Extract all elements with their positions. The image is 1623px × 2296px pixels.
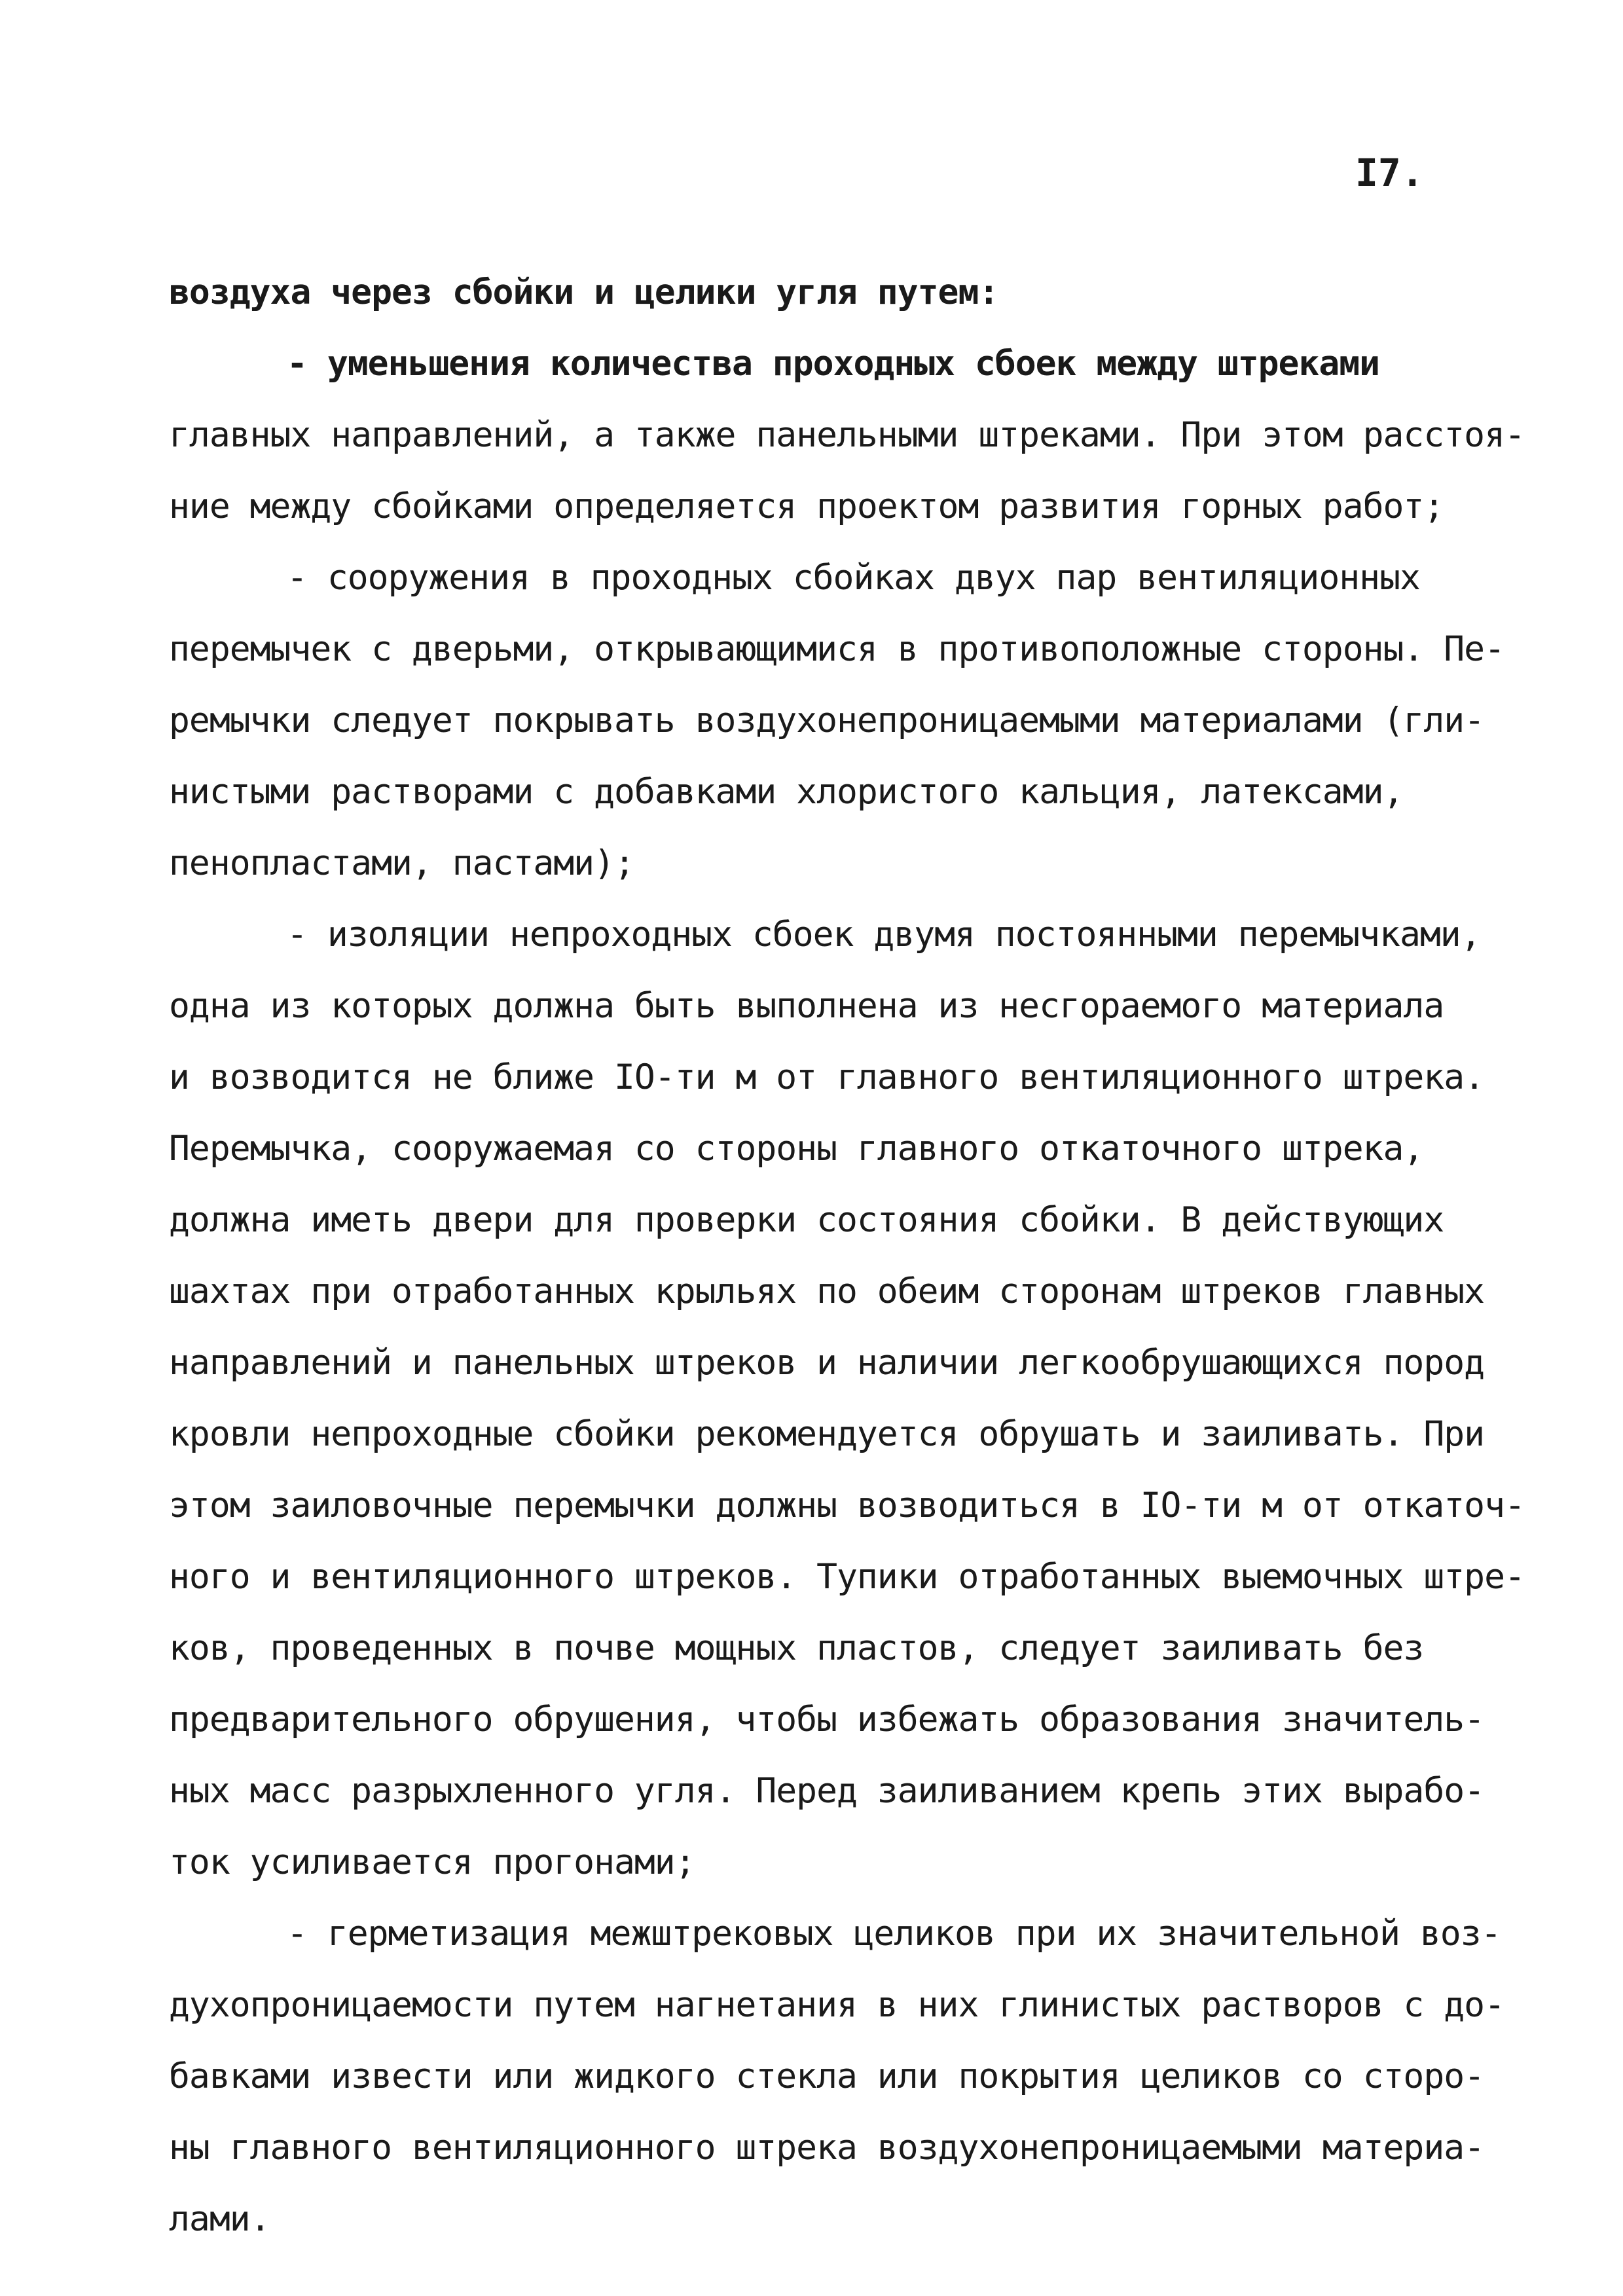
document-body (169, 257, 1525, 2255)
text-line: - герметизация межштрековых целиков при их значительной воз- (287, 1914, 1501, 1954)
text-line: нистыми растворами с добавками хлористого кальция, латексами, (169, 772, 1404, 812)
text-line: этом заиловочные перемычки должны возводиться в IO-ти м от откаточ- (169, 1485, 1525, 1525)
text-line: ток усиливается прогонами; (169, 1842, 695, 1882)
text-line: - сооружения в проходных сбойках двух пар вентиляционных (287, 558, 1420, 598)
text-line: - уменьшения количества проходных сбоек между штреками (287, 344, 1380, 384)
text-line: ремычки следует покрывать воздухонепроницаемыми материалами (гли- (169, 701, 1485, 740)
text-line: - изоляции непроходных сбоек двумя постоянными перемычками, (287, 915, 1481, 955)
text-line: ны главного вентиляционного штрека воздухонепроницаемыми материа- (169, 2128, 1485, 2168)
text-line: лами. (169, 2199, 270, 2239)
text-line: воздуха через сбойки и целики угля путем: (169, 272, 999, 312)
text-line: пенопластами, пастами); (169, 843, 634, 883)
text-line: и возводится не ближе IO-ти м от главного вентиляционного штрека. (169, 1057, 1485, 1097)
text-line: должна иметь двери для проверки состояния сбойки. В действующих (169, 1200, 1444, 1240)
text-line: кровли непроходные сбойки рекомендуется обрушать и заиливать. При (169, 1414, 1485, 1454)
text-line: главных направлений, а также панельными штреками. При этом расстоя- (169, 415, 1525, 455)
text-line: ков, проведенных в почве мощных пластов, следует заиливать без (169, 1628, 1424, 1668)
text-line: перемычек с дверьми, открывающимися в противоположные стороны. Пе- (169, 629, 1504, 669)
text-line: Перемычка, сооружаемая со стороны главного откаточного штрека, (169, 1129, 1424, 1169)
text-line: предварительного обрушения, чтобы избежать образования значитель- (169, 1700, 1485, 1740)
text-line: одна из которых должна быть выполнена из несгораемого материала (169, 986, 1444, 1026)
text-line: ние между сбойками определяется проектом развития горных работ; (169, 486, 1444, 526)
text-line: бавками извести или жидкого стекла или покрытия целиков со сторо- (169, 2056, 1485, 2096)
text-line: шахтах при отработанных крыльях по обеим сторонам штреков главных (169, 1271, 1485, 1311)
text-line: направлений и панельных штреков и наличии легкообрушающихся пород (169, 1343, 1485, 1383)
page-number: I7. (1355, 151, 1424, 195)
text-line: ного и вентиляционного штреков. Тупики отработанных выемочных штре- (169, 1557, 1525, 1597)
text-line: духопроницаемости путем нагнетания в них глинистых растворов с до- (169, 1985, 1504, 2025)
text-line: ных масс разрыхленного угля. Перед заиливанием крепь этих вырабо- (169, 1771, 1485, 1811)
